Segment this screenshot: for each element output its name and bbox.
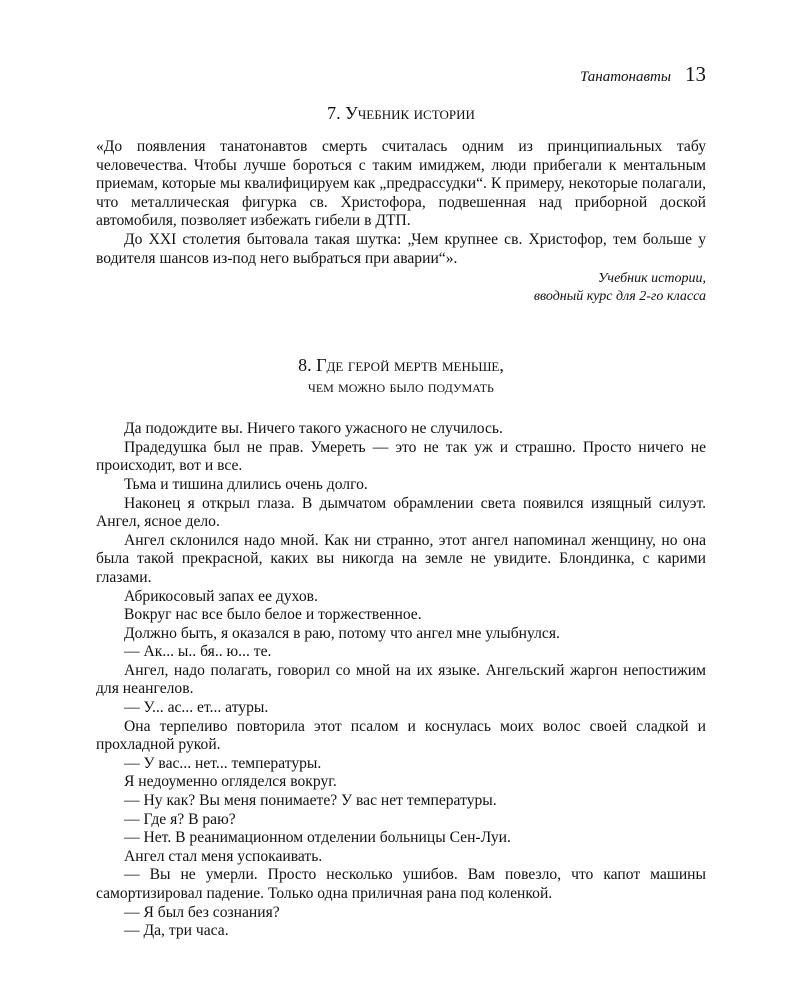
paragraph: Ангел, надо полагать, говорил со мной на их языке. Ангельский жаргон непостижим для неангелов. (96, 661, 706, 698)
paragraph: — У вас... нет... температуры. (124, 754, 322, 772)
chapter-8-text (96, 420, 706, 941)
quote-source-line: вводный курс для 2-го класса (533, 289, 706, 305)
paragraph: — Ну как? Вы меня понимаете? У вас нет температуры. (124, 792, 497, 810)
paragraph: «До появления танатонавтов смерть считалась одним из принципиальных табу человечества. Чтобы лучше бороться с таким имиджем, люди прибегали к ментальным приемам, которые мы квалифицируем как „предрассудки“. К примеру, некоторые полагали, что металлическая фигурка св. Христофора, подвешенная над приборной доской автомобиля, позволяет избежать гибели в ДТП. (96, 138, 706, 230)
chapter-8-title (96, 354, 706, 398)
paragraph: Абрикосовый запах ее духов. (124, 587, 318, 605)
quote-source (96, 270, 706, 306)
paragraph: — У... ас... ет... атуры. (124, 699, 269, 717)
chapter-8-title-line: 8. Где герой мертв меньше, (298, 355, 504, 376)
chapter-8-title-line: чем можно было подумать (308, 377, 494, 397)
paragraph: Она терпеливо повторила этот псалом и коснулась моих волос своей сладкой и прохладной рукой. (96, 717, 706, 754)
running-head (96, 62, 706, 92)
paragraph: — Где я? В раю? (124, 810, 236, 828)
chapter-7-text (96, 138, 706, 268)
paragraph: — Да, три часа. (124, 922, 229, 940)
book-page (96, 62, 706, 941)
paragraph: — Нет. В реанимационном отделении больницы Сен-Луи. (124, 829, 511, 847)
paragraph: До XXI столетия бытовала такая шутка: „Чем крупнее св. Христофор, тем больше у водителя шансов из-под него выбраться при аварии“». (96, 230, 706, 267)
paragraph: Наконец я открыл глаза. В дымчатом обрамлении света появился изящный силуэт. Ангел, ясное дело. (96, 494, 706, 531)
paragraph: — Вы не умерли. Просто несколько ушибов. Вам повезло, что капот машины самортизировал падение. Только одна приличная рана под коленкой. (96, 866, 706, 902)
paragraph: Прадедушка был не прав. Умереть — это не так уж и страшно. Просто ничего не происходит, вот и все. (96, 438, 706, 475)
chapter-7-title: 7. Учебник истории (327, 103, 475, 123)
paragraph: — Я был без сознания? (124, 903, 280, 921)
quote-source-line: Учебник истории, (598, 271, 706, 287)
paragraph: — Ак... ы.. бя.. ю... те. (124, 643, 272, 661)
page-number: 13 (685, 62, 706, 86)
paragraph: Тьма и тишина длились очень долго. (124, 475, 368, 493)
paragraph: Должно быть, я оказался в раю, потому что ангел мне улыбнулся. (124, 624, 560, 642)
running-title: Танатонавты (579, 69, 671, 85)
paragraph: Я недоуменно огляделся вокруг. (124, 773, 337, 791)
paragraph: Ангел склонился надо мной. Как ни странно, этот ангел напоминал женщину, но она была такой прекрасной, каких вы никогда на земле не увидите. Блондинка, с карими глазами. (96, 531, 706, 586)
paragraph: Да подождите вы. Ничего такого ужасного не случилось. (124, 420, 503, 438)
paragraph: Ангел стал меня успокаивать. (124, 847, 323, 865)
paragraph: Вокруг нас все было белое и торжественное. (124, 606, 422, 624)
